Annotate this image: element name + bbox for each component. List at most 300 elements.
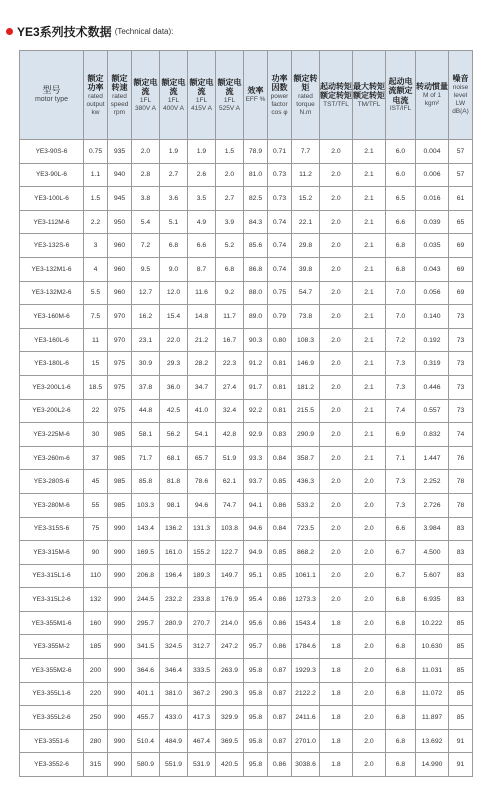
table-cell: 81.0 xyxy=(244,163,268,187)
model-cell: YE3-200L2-6 xyxy=(20,399,84,423)
table-cell: 69 xyxy=(449,257,473,281)
table-cell: 2.0 xyxy=(320,305,353,329)
table-cell: 1.1 xyxy=(84,163,108,187)
table-cell: 42.8 xyxy=(216,423,244,447)
table-cell: 6.8 xyxy=(160,234,188,258)
table-cell: 0.86 xyxy=(268,588,292,612)
table-cell: 85 xyxy=(449,659,473,683)
table-cell: 37 xyxy=(84,446,108,470)
table-cell: 92.2 xyxy=(244,399,268,423)
table-cell: 2.1 xyxy=(353,187,386,211)
table-cell: 73 xyxy=(449,305,473,329)
table-cell: 1273.3 xyxy=(292,588,320,612)
table-cell: 22.0 xyxy=(160,328,188,352)
table-cell: 6.8 xyxy=(216,257,244,281)
table-cell: 1.9 xyxy=(188,140,216,164)
table-cell: 74 xyxy=(449,423,473,447)
table-cell: 0.557 xyxy=(416,399,449,423)
model-cell: YE3-90S-6 xyxy=(20,140,84,164)
table-cell: 73.8 xyxy=(292,305,320,329)
table-cell: 0.81 xyxy=(268,375,292,399)
table-cell: 94.6 xyxy=(244,517,268,541)
table-cell: 78.9 xyxy=(244,140,268,164)
table-cell: 945 xyxy=(108,187,132,211)
table-cell: 3.5 xyxy=(188,187,216,211)
table-cell: 960 xyxy=(108,234,132,258)
table-cell: 2.0 xyxy=(320,423,353,447)
table-cell: 0.004 xyxy=(416,140,449,164)
table-cell: 206.8 xyxy=(132,564,160,588)
table-cell: 985 xyxy=(108,493,132,517)
column-header xyxy=(188,51,216,140)
table-cell: 2.0 xyxy=(320,140,353,164)
column-header-zh: 额定电流 xyxy=(217,77,242,96)
table-cell: 990 xyxy=(108,564,132,588)
table-cell: 950 xyxy=(108,210,132,234)
table-cell: 85 xyxy=(449,682,473,706)
column-header-en: noise level LW dB(A) xyxy=(452,83,469,115)
table-cell: 6.0 xyxy=(386,140,416,164)
table-cell: 6.7 xyxy=(386,541,416,565)
table-cell: 69 xyxy=(449,281,473,305)
table-cell: 215.5 xyxy=(292,399,320,423)
table-cell: 6.9 xyxy=(386,423,416,447)
model-cell: YE3-200L1-6 xyxy=(20,375,84,399)
table-cell: 270.7 xyxy=(188,611,216,635)
model-cell: YE3-315S-6 xyxy=(20,517,84,541)
table-cell: 1061.1 xyxy=(292,564,320,588)
table-cell: 9.5 xyxy=(132,257,160,281)
table-cell: 85 xyxy=(449,635,473,659)
table-cell: 2.0 xyxy=(320,493,353,517)
table-cell: 83 xyxy=(449,588,473,612)
title-main: YE3系列技术数据 xyxy=(17,24,112,39)
column-header-zh: 额定功率 xyxy=(87,73,104,92)
table-cell: 985 xyxy=(108,446,132,470)
table-cell: 22 xyxy=(84,399,108,423)
table-cell: 2.7 xyxy=(216,187,244,211)
table-cell: 7.0 xyxy=(386,305,416,329)
column-header-en: 1FL 415V A xyxy=(191,96,212,112)
table-cell: 76 xyxy=(449,446,473,470)
table-cell: 95.8 xyxy=(244,682,268,706)
table-cell: 39.8 xyxy=(292,257,320,281)
table-cell: 89.0 xyxy=(244,305,268,329)
table-cell: 244.5 xyxy=(132,588,160,612)
table-cell: 533.2 xyxy=(292,493,320,517)
table-cell: 9.0 xyxy=(160,257,188,281)
table-cell: 5.5 xyxy=(84,281,108,305)
table-cell: 2.0 xyxy=(353,659,386,683)
column-header xyxy=(416,51,449,140)
table-row xyxy=(20,541,473,565)
table-cell: 2.0 xyxy=(353,588,386,612)
table-cell: 7.2 xyxy=(386,328,416,352)
table-row xyxy=(20,281,473,305)
table-cell: 381.0 xyxy=(160,682,188,706)
column-header-en: EFF % xyxy=(245,95,266,103)
table-cell: 970 xyxy=(108,328,132,352)
table-cell: 22.3 xyxy=(216,352,244,376)
table-cell: 69 xyxy=(449,234,473,258)
table-cell: 37.8 xyxy=(132,375,160,399)
model-cell: YE3-100L-6 xyxy=(20,187,84,211)
table-cell: 364.6 xyxy=(132,659,160,683)
table-cell: 73 xyxy=(449,399,473,423)
column-header xyxy=(244,51,268,140)
table-cell: 1543.4 xyxy=(292,611,320,635)
table-cell: 7.2 xyxy=(132,234,160,258)
table-cell: 103.8 xyxy=(216,517,244,541)
table-cell: 6.8 xyxy=(386,234,416,258)
table-cell: 975 xyxy=(108,375,132,399)
table-cell: 290.9 xyxy=(292,423,320,447)
table-cell: 6.7 xyxy=(386,564,416,588)
model-cell: YE3-315L2-6 xyxy=(20,588,84,612)
table-cell: 2.0 xyxy=(320,564,353,588)
table-cell: 2.0 xyxy=(353,564,386,588)
table-cell: 214.0 xyxy=(216,611,244,635)
table-cell: 93.7 xyxy=(244,470,268,494)
table-cell: 90.3 xyxy=(244,328,268,352)
table-cell: 6.8 xyxy=(386,611,416,635)
table-cell: 65.7 xyxy=(188,446,216,470)
table-cell: 0.84 xyxy=(268,446,292,470)
table-cell: 2.1 xyxy=(353,446,386,470)
table-row xyxy=(20,470,473,494)
table-cell: 30 xyxy=(84,423,108,447)
table-cell: 6.8 xyxy=(386,682,416,706)
table-cell: 3038.6 xyxy=(292,753,320,777)
column-header-zh: 型号 xyxy=(42,85,61,96)
column-header xyxy=(386,51,416,140)
table-cell: 7.7 xyxy=(292,140,320,164)
model-cell: YE3-355M2-6 xyxy=(20,659,84,683)
column-header-zh: 最大转矩额定转矩 xyxy=(353,81,385,100)
table-cell: 2.1 xyxy=(353,140,386,164)
table-cell: 5.4 xyxy=(132,210,160,234)
table-cell: 136.2 xyxy=(160,517,188,541)
table-cell: 247.2 xyxy=(216,635,244,659)
table-cell: 5.607 xyxy=(416,564,449,588)
table-row xyxy=(20,635,473,659)
table-cell: 0.006 xyxy=(416,163,449,187)
table-cell: 73 xyxy=(449,352,473,376)
table-cell: 54.7 xyxy=(292,281,320,305)
table-cell: 10.222 xyxy=(416,611,449,635)
table-body xyxy=(20,140,473,777)
table-cell: 36.0 xyxy=(160,375,188,399)
table-cell: 200 xyxy=(84,659,108,683)
column-header xyxy=(268,51,292,140)
column-header-en: 1FL 380V A xyxy=(135,96,156,112)
table-cell: 14.990 xyxy=(416,753,449,777)
table-cell: 83 xyxy=(449,564,473,588)
table-cell: 6.8 xyxy=(386,635,416,659)
table-cell: 146.9 xyxy=(292,352,320,376)
table-cell: 95.1 xyxy=(244,564,268,588)
table-cell: 484.9 xyxy=(160,729,188,753)
table-cell: 2.1 xyxy=(353,163,386,187)
table-cell: 0.87 xyxy=(268,706,292,730)
table-cell: 0.80 xyxy=(268,328,292,352)
model-cell: YE3-3552-6 xyxy=(20,753,84,777)
column-header-en: motor type xyxy=(34,95,69,103)
table-cell: 34.7 xyxy=(188,375,216,399)
column-header-zh: 起动转矩额定转矩 xyxy=(320,81,352,100)
table-cell: 2.0 xyxy=(132,140,160,164)
table-cell: 7.0 xyxy=(386,281,416,305)
table-cell: 510.4 xyxy=(132,729,160,753)
table-cell: 420.5 xyxy=(216,753,244,777)
bullet-dot-icon xyxy=(6,28,13,35)
table-cell: 44.8 xyxy=(132,399,160,423)
table-row xyxy=(20,659,473,683)
table-cell: 0.039 xyxy=(416,210,449,234)
model-cell: YE3-132M2-6 xyxy=(20,281,84,305)
table-row xyxy=(20,352,473,376)
column-header-en: power factor cos φ xyxy=(270,92,289,116)
table-cell: 6.935 xyxy=(416,588,449,612)
column-header xyxy=(132,51,160,140)
table-row xyxy=(20,423,473,447)
table-cell: 149.7 xyxy=(216,564,244,588)
column-header-zh: 起动电流额定电流 xyxy=(388,76,413,105)
table-cell: 2411.6 xyxy=(292,706,320,730)
column-header-en: M of 1 kgm² xyxy=(422,91,442,107)
table-cell: 22.1 xyxy=(292,210,320,234)
table-cell: 0.71 xyxy=(268,140,292,164)
table-cell: 143.4 xyxy=(132,517,160,541)
table-cell: 71.7 xyxy=(132,446,160,470)
column-header xyxy=(84,51,108,140)
table-cell: 0.035 xyxy=(416,234,449,258)
table-cell: 169.5 xyxy=(132,541,160,565)
model-cell: YE3-355L1-6 xyxy=(20,682,84,706)
table-cell: 0.192 xyxy=(416,328,449,352)
table-row xyxy=(20,257,473,281)
table-cell: 91.2 xyxy=(244,352,268,376)
table-cell: 2122.2 xyxy=(292,682,320,706)
table-row xyxy=(20,588,473,612)
table-cell: 433.0 xyxy=(160,706,188,730)
table-cell: 6.8 xyxy=(386,257,416,281)
table-cell: 98.1 xyxy=(160,493,188,517)
table-cell: 2.0 xyxy=(353,517,386,541)
column-header xyxy=(160,51,188,140)
table-cell: 92.9 xyxy=(244,423,268,447)
table-cell: 990 xyxy=(108,729,132,753)
table-cell: 2.0 xyxy=(320,470,353,494)
model-cell: YE3-180L-6 xyxy=(20,352,84,376)
model-cell: YE3-90L-6 xyxy=(20,163,84,187)
table-cell: 3.984 xyxy=(416,517,449,541)
table-cell: 94.1 xyxy=(244,493,268,517)
table-cell: 68.1 xyxy=(160,446,188,470)
table-cell: 91 xyxy=(449,753,473,777)
table-cell: 84.3 xyxy=(244,210,268,234)
table-cell: 0.319 xyxy=(416,352,449,376)
column-header-en: 1FL 525V A xyxy=(219,96,240,112)
table-cell: 9.2 xyxy=(216,281,244,305)
table-cell: 85 xyxy=(449,611,473,635)
model-cell: YE3-280S-6 xyxy=(20,470,84,494)
table-cell: 455.7 xyxy=(132,706,160,730)
table-cell: 85 xyxy=(449,706,473,730)
table-cell: 2.0 xyxy=(320,588,353,612)
table-cell: 132 xyxy=(84,588,108,612)
table-cell: 0.83 xyxy=(268,423,292,447)
table-cell: 2.0 xyxy=(216,163,244,187)
table-cell: 2.0 xyxy=(320,163,353,187)
table-cell: 16.2 xyxy=(132,305,160,329)
table-cell: 1.8 xyxy=(320,659,353,683)
table-row xyxy=(20,682,473,706)
table-cell: 65 xyxy=(449,210,473,234)
table-cell: 990 xyxy=(108,635,132,659)
table-cell: 990 xyxy=(108,682,132,706)
table-cell: 11.7 xyxy=(216,305,244,329)
table-cell: 12.0 xyxy=(160,281,188,305)
column-header-zh: 额定电流 xyxy=(133,77,158,96)
table-cell: 108.3 xyxy=(292,328,320,352)
column-header-zh: 噪音 xyxy=(452,74,469,84)
table-row xyxy=(20,706,473,730)
table-cell: 2.1 xyxy=(353,352,386,376)
table-cell: 580.9 xyxy=(132,753,160,777)
table-cell: 2.1 xyxy=(353,234,386,258)
table-cell: 11.072 xyxy=(416,682,449,706)
column-header xyxy=(216,51,244,140)
table-cell: 74.7 xyxy=(216,493,244,517)
table-cell: 78 xyxy=(449,493,473,517)
table-cell: 0.043 xyxy=(416,257,449,281)
table-cell: 6.6 xyxy=(386,517,416,541)
table-cell: 15.4 xyxy=(160,305,188,329)
table-cell: 990 xyxy=(108,588,132,612)
table-cell: 2.0 xyxy=(353,635,386,659)
table-cell: 367.2 xyxy=(188,682,216,706)
table-cell: 103.3 xyxy=(132,493,160,517)
model-cell: YE3-160M-6 xyxy=(20,305,84,329)
table-row xyxy=(20,564,473,588)
table-cell: 280.9 xyxy=(160,611,188,635)
table-cell: 2.0 xyxy=(320,541,353,565)
table-cell: 155.2 xyxy=(188,541,216,565)
table-cell: 0.832 xyxy=(416,423,449,447)
table-cell: 975 xyxy=(108,352,132,376)
table-cell: 81.8 xyxy=(160,470,188,494)
model-cell: YE3-132S-6 xyxy=(20,234,84,258)
table-cell: 61 xyxy=(449,187,473,211)
table-cell: 1.8 xyxy=(320,635,353,659)
table-cell: 57 xyxy=(449,140,473,164)
table-cell: 329.9 xyxy=(216,706,244,730)
table-cell: 290.3 xyxy=(216,682,244,706)
column-header-zh: 额定转速 xyxy=(111,73,128,92)
table-cell: 233.8 xyxy=(188,588,216,612)
table-cell: 189.3 xyxy=(188,564,216,588)
table-cell: 2.252 xyxy=(416,470,449,494)
table-cell: 14.8 xyxy=(188,305,216,329)
table-cell: 6.0 xyxy=(386,163,416,187)
table-cell: 723.5 xyxy=(292,517,320,541)
table-row xyxy=(20,399,473,423)
table-header-row xyxy=(20,51,473,140)
column-header xyxy=(292,51,320,140)
table-cell: 2.8 xyxy=(132,163,160,187)
table-cell: 95.8 xyxy=(244,753,268,777)
table-row xyxy=(20,305,473,329)
table-cell: 10.630 xyxy=(416,635,449,659)
table-cell: 2.6 xyxy=(188,163,216,187)
table-cell: 85.6 xyxy=(244,234,268,258)
table-cell: 18.5 xyxy=(84,375,108,399)
table-cell: 0.016 xyxy=(416,187,449,211)
column-header xyxy=(353,51,386,140)
table-cell: 4 xyxy=(84,257,108,281)
table-cell: 3.8 xyxy=(132,187,160,211)
table-cell: 2.0 xyxy=(353,706,386,730)
table-cell: 122.7 xyxy=(216,541,244,565)
column-header-en: TST/TFL xyxy=(323,100,349,108)
table-cell: 0.79 xyxy=(268,305,292,329)
table-cell: 12.7 xyxy=(132,281,160,305)
table-cell: 13.692 xyxy=(416,729,449,753)
column-header-en: 1FL 400V A xyxy=(163,96,184,112)
table-cell: 56.2 xyxy=(160,423,188,447)
table-cell: 91.7 xyxy=(244,375,268,399)
table-cell: 95.8 xyxy=(244,659,268,683)
column-header-zh: 额定电流 xyxy=(161,77,186,96)
table-cell: 358.7 xyxy=(292,446,320,470)
table-cell: 94.6 xyxy=(188,493,216,517)
table-cell: 5.2 xyxy=(216,234,244,258)
table-cell: 176.9 xyxy=(216,588,244,612)
table-cell: 0.75 xyxy=(268,281,292,305)
table-cell: 181.2 xyxy=(292,375,320,399)
column-header-en: TM/TFL xyxy=(357,100,381,108)
table-cell: 985 xyxy=(108,423,132,447)
table-cell: 2.0 xyxy=(320,187,353,211)
table-cell: 6.6 xyxy=(188,234,216,258)
model-cell: YE3-3551-6 xyxy=(20,729,84,753)
model-cell: YE3-132M1-6 xyxy=(20,257,84,281)
column-header-zh: 效率 xyxy=(247,86,264,96)
table-cell: 95.7 xyxy=(244,635,268,659)
table-cell: 0.86 xyxy=(268,493,292,517)
table-cell: 333.5 xyxy=(188,659,216,683)
model-cell: YE3-280M-6 xyxy=(20,493,84,517)
table-cell: 990 xyxy=(108,611,132,635)
table-cell: 7.3 xyxy=(386,352,416,376)
table-cell: 2.0 xyxy=(353,541,386,565)
table-cell: 2.1 xyxy=(353,210,386,234)
table-cell: 467.4 xyxy=(188,729,216,753)
table-cell: 346.4 xyxy=(160,659,188,683)
table-cell: 32.4 xyxy=(216,399,244,423)
table-cell: 0.81 xyxy=(268,399,292,423)
table-cell: 295.7 xyxy=(132,611,160,635)
table-cell: 41.0 xyxy=(188,399,216,423)
table-cell: 975 xyxy=(108,399,132,423)
table-cell: 2.1 xyxy=(353,399,386,423)
table-cell: 2.1 xyxy=(353,281,386,305)
table-cell: 7.3 xyxy=(386,470,416,494)
table-cell: 1784.6 xyxy=(292,635,320,659)
table-cell: 990 xyxy=(108,517,132,541)
table-cell: 15.2 xyxy=(292,187,320,211)
